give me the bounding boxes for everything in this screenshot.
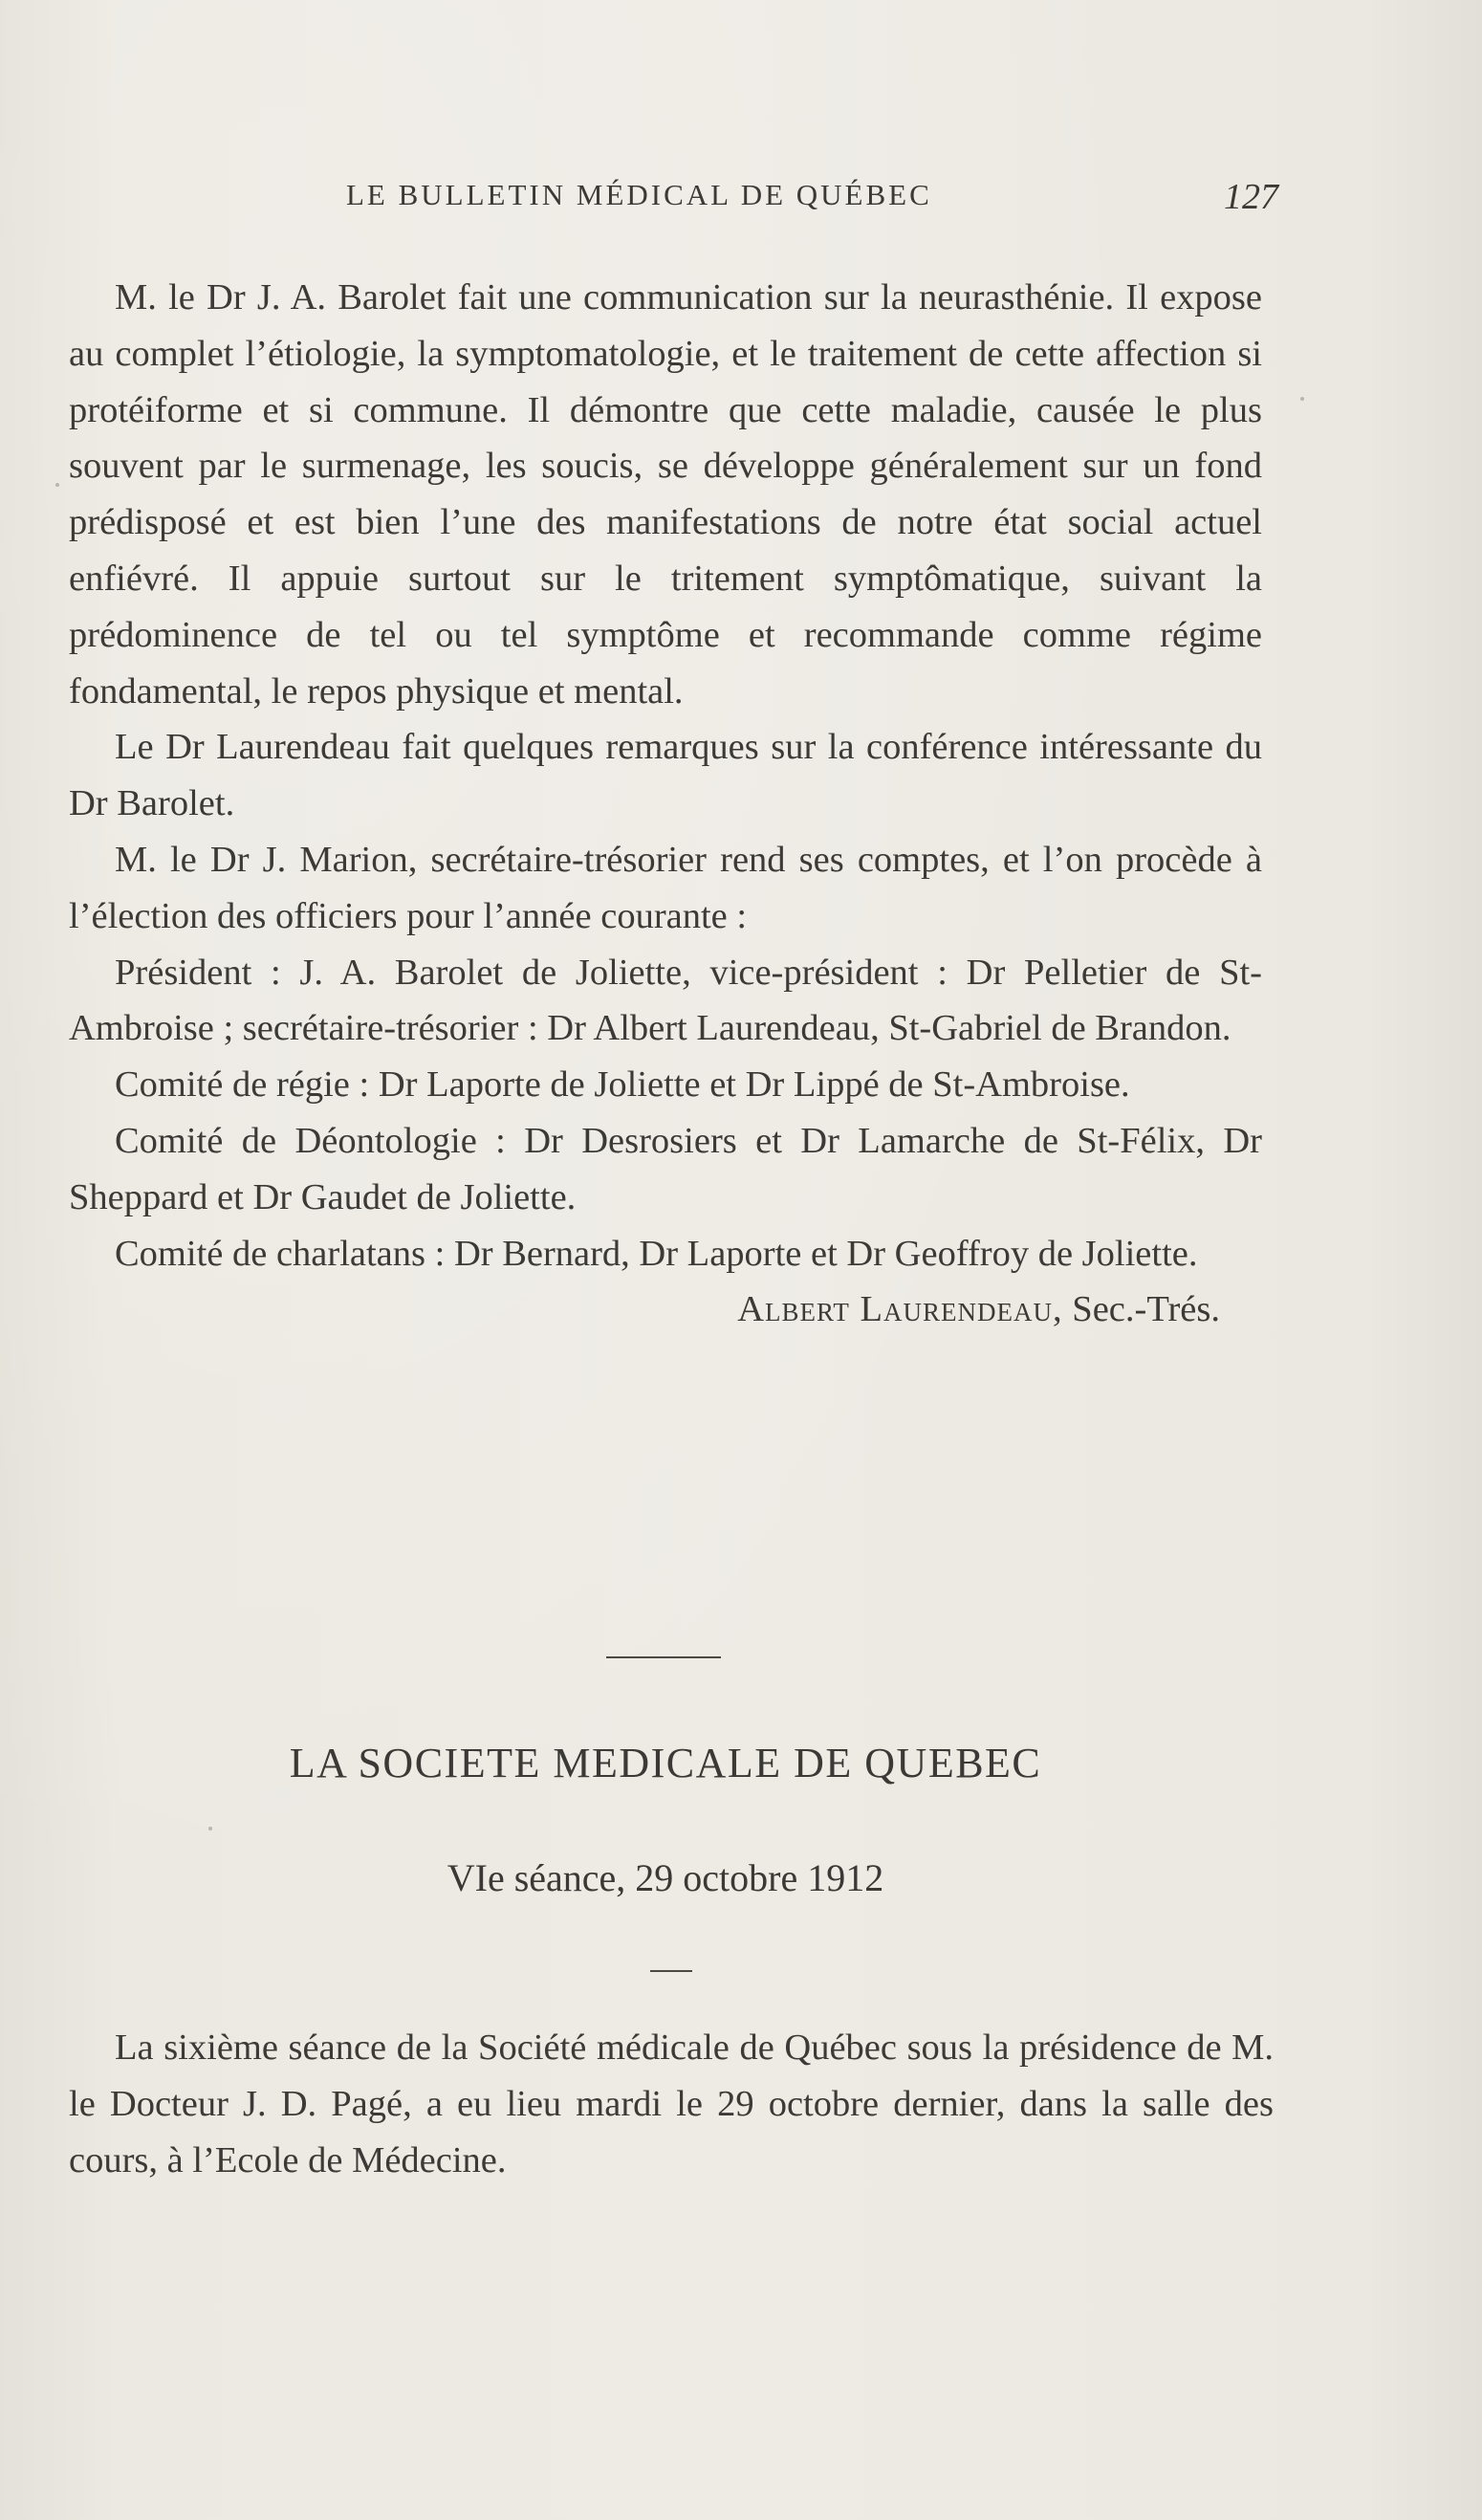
page-number: 127 [1224, 177, 1278, 217]
paragraph-officers: Président : J. A. Barolet de Joliette, vice-président : Dr Pelletier de St-Ambroise ; secrétaire-trésorier : Dr Albert Laurendeau, St-Gabriel de Brandon. [69, 952, 1262, 1049]
paragraph-barolet-communication: M. le Dr J. A. Barolet fait une communication sur la neurasthénie. Il expose au complet l’étiologie, la symptomatologie, et le traitement de cette affection si protéiforme et si commune. Il démontre que cette maladie, causée le plus souvent par le surmenage, les soucis, se développe généralement sur un fond prédisposé et est bien l’une des manifestations de notre état social actuel enfiévré. Il appuie surtout sur le tritement symptômatique, suivant la prédominence de tel ou tel symptôme et recommande comme régime fondamental, le repos physique et mental. [69, 277, 1262, 712]
session-text [69, 2020, 1274, 2188]
small-divider [650, 1970, 692, 1972]
section-divider [606, 1656, 721, 1658]
session-title: VIe séance, 29 octobre 1912 [447, 1856, 884, 1899]
paragraph-comite-deontologie: Comité de Déontologie : Dr Desrosiers et Dr Lamarche de St-Félix, Dr Sheppard et Dr Gaudet de Joliette. [69, 1120, 1262, 1217]
paragraph-marion-accounts: M. le Dr J. Marion, secrétaire-trésorier rend ses comptes, et l’on procède à l’élection des officiers pour l’année courante : [69, 839, 1262, 936]
section-title: LA SOCIETE MEDICALE DE QUEBEC [289, 1740, 1042, 1786]
signature-name: Albert Laurendeau, [737, 1289, 1063, 1330]
running-title: LE BULLETIN MÉDICAL DE QUÉBEC [346, 178, 932, 211]
running-head [69, 178, 1278, 222]
signature-title: Sec.-Trés. [1072, 1289, 1220, 1330]
minutes-text [69, 270, 1262, 1338]
paragraph-comite-regie: Comité de régie : Dr Laporte de Joliette et Dr Lippé de St-Ambroise. [115, 1064, 1130, 1106]
paper-speck [1300, 397, 1304, 401]
paper-speck [55, 483, 59, 487]
signature [69, 1282, 1262, 1338]
paper-speck [208, 1827, 212, 1830]
paragraph-session-intro: La sixième séance de la Société médicale de Québec sous la présidence de M. le Docteur J. D. Pagé, a eu lieu mardi le 29 octobre dernier, dans la salle des cours, à l’Ecole de Médecine. [69, 2027, 1274, 2180]
paragraph-comite-charlatans: Comité de charlatans : Dr Bernard, Dr Laporte et Dr Geoffroy de Joliette. [115, 1233, 1198, 1274]
paragraph-laurendeau-remarks: Le Dr Laurendeau fait quelques remarques sur la conférence intéressante du Dr Barolet. [69, 727, 1262, 824]
